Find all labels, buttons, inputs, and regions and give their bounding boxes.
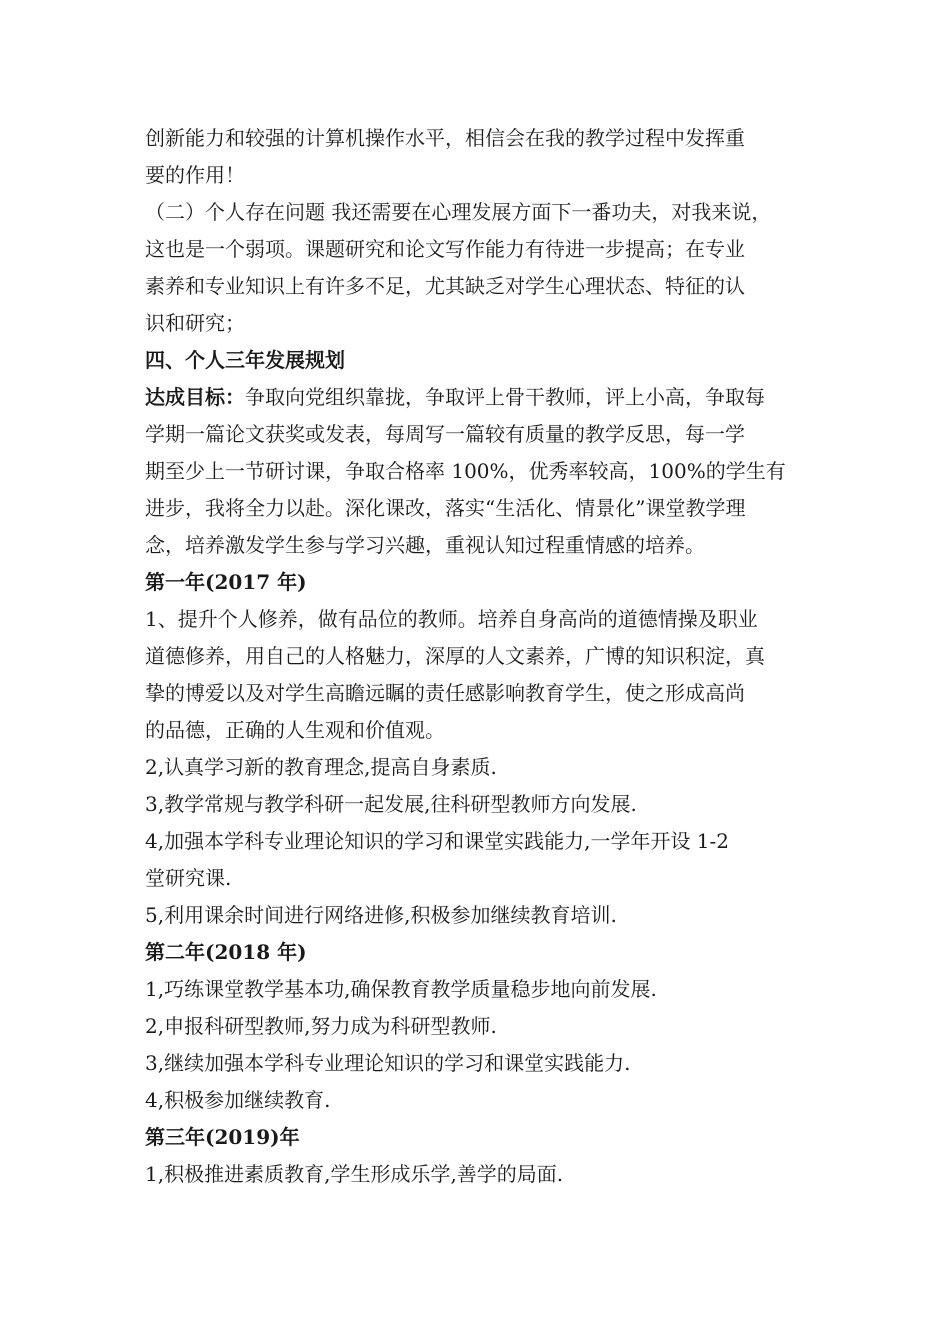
section-heading: 四、个人三年发展规划 [145, 348, 345, 372]
year-heading: 第一年(2017 年) [145, 570, 307, 594]
paragraph-line: 这也是一个弱项。课题研究和论文写作能力有待进一步提高；在专业 [145, 237, 745, 261]
list-item: 3,继续加强本学科专业理论知识的学习和课堂实践能力. [145, 1051, 631, 1075]
paragraph-line: 念，培养激发学生参与学习兴趣，重视认知过程重情感的培养。 [145, 533, 705, 557]
list-item: 4,积极参加继续教育. [145, 1088, 331, 1112]
paragraph-line: 识和研究； [145, 311, 245, 335]
list-item: 2,申报科研型教师,努力成为科研型教师. [145, 1014, 497, 1038]
list-item: 2,认真学习新的教育理念,提高自身素质. [145, 755, 497, 779]
list-item: 1,积极推进素质教育,学生形成乐学,善学的局面. [145, 1162, 564, 1186]
list-item: 堂研究课. [145, 866, 232, 890]
goal-text: 争取向党组织靠拢，争取评上骨干教师，评上小高，争取每 [245, 385, 765, 409]
list-item: 1,巧练课堂教学基本功,确保教育教学质量稳步地向前发展. [145, 977, 657, 1001]
paragraph-line: 要的作用！ [145, 163, 245, 187]
paragraph-line: 创新能力和较强的计算机操作水平，相信会在我的教学过程中发挥重 [145, 126, 745, 150]
document-body [145, 120, 825, 1193]
year-heading: 第二年(2018 年) [145, 940, 307, 964]
paragraph-line: 挚的博爱以及对学生高瞻远瞩的责任感影响教育学生，使之形成高尚 [145, 681, 745, 705]
paragraph-line: 学期一篇论文获奖或发表，每周写一篇较有质量的教学反思，每一学 [145, 422, 745, 446]
paragraph-line: 期至少上一节研讨课，争取合格率 100%，优秀率较高，100%的学生有 [145, 459, 786, 483]
paragraph-line: 的品德，正确的人生观和价值观。 [145, 718, 445, 742]
paragraph-line: 素养和专业知识上有许多不足，尤其缺乏对学生心理状态、特征的认 [145, 274, 745, 298]
list-item: 5,利用课余时间进行网络进修,积极参加继续教育培训. [145, 903, 617, 927]
paragraph-line: 1、提升个人修养，做有品位的教师。培养自身高尚的道德情操及职业 [145, 607, 758, 631]
list-item: 3,教学常规与教学科研一起发展,往科研型教师方向发展. [145, 792, 637, 816]
paragraph-line: 道德修养，用自己的人格魅力，深厚的人文素养，广博的知识积淀，真 [145, 644, 765, 668]
goal-label: 达成目标： [145, 385, 245, 409]
paragraph-line: （二）个人存在问题 我还需要在心理发展方面下一番功夫，对我来说， [145, 200, 772, 224]
list-item: 4,加强本学科专业理论知识的学习和课堂实践能力,一学年开设 1-2 [145, 829, 730, 853]
year-heading: 第三年(2019)年 [145, 1125, 300, 1149]
goal-line [145, 379, 825, 416]
paragraph-line: 进步，我将全力以赴。深化课改，落实“生活化、情景化”课堂教学理 [145, 496, 746, 520]
